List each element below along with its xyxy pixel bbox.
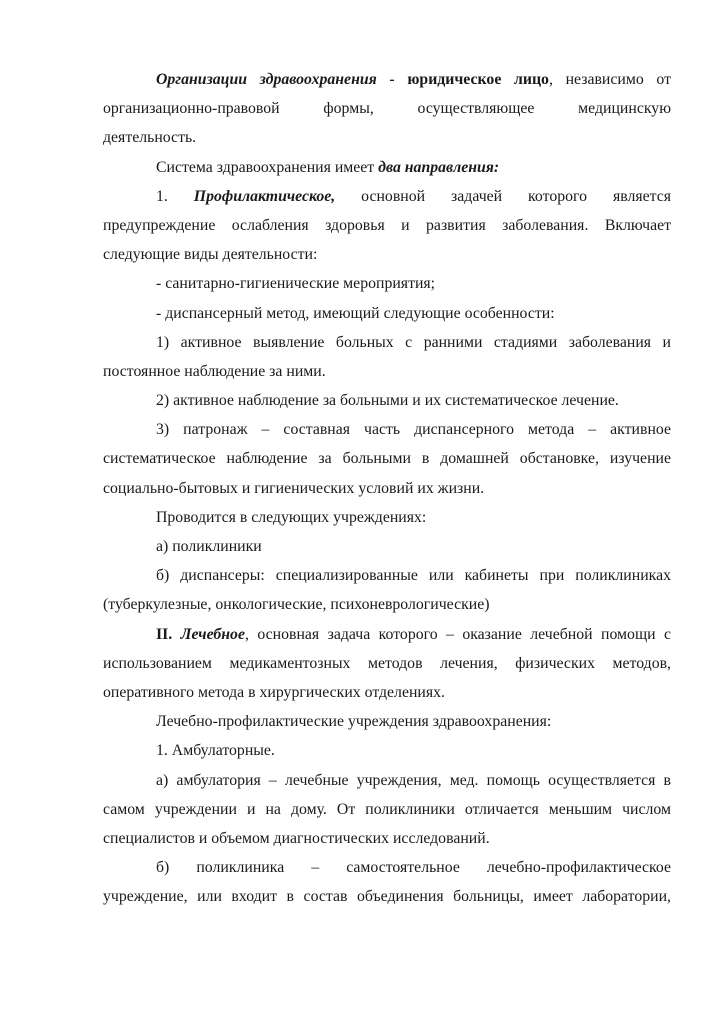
text-run: а) амбулатория – лечебные учреждения, мед. помощь осуществляется в	[156, 771, 671, 789]
emphasis-run: Профилактическое,	[193, 187, 336, 205]
text-line	[103, 649, 671, 678]
text-line	[103, 299, 671, 328]
text-run: следующие виды деятельности:	[103, 246, 318, 264]
text-line	[103, 182, 671, 211]
text-line	[103, 795, 671, 824]
text-line	[103, 474, 671, 503]
text-run: Система здравоохранения имеет	[156, 158, 379, 176]
emphasis-run: II.	[156, 625, 181, 643]
text-run: Лечебно-профилактические учреждения здравоохранения:	[156, 713, 552, 731]
text-run: б) диспансеры: специализированные или кабинеты при поликлиниках	[156, 567, 671, 585]
text-run: б) поликлиника – самостоятельное лечебно-профилактическое	[156, 859, 671, 877]
text-line	[103, 824, 671, 853]
text-line	[103, 328, 671, 357]
emphasis-run: Организации здравоохранения	[156, 71, 377, 88]
text-run: , независимо от	[548, 71, 671, 88]
text-run: организационно-правовой формы, осуществляющее медицинскую	[103, 100, 671, 118]
text-run: Проводится в следующих учреждениях:	[156, 508, 427, 526]
text-line	[103, 240, 671, 269]
text-line	[103, 211, 671, 240]
text-run: 1.	[156, 187, 194, 205]
text-line	[103, 766, 671, 795]
text-run: 1) активное выявление больных с ранними стадиями заболевания и	[156, 333, 671, 351]
text-run: деятельность.	[103, 129, 197, 147]
text-line	[103, 503, 671, 532]
text-line	[103, 590, 671, 619]
text-line	[103, 882, 671, 911]
emphasis-run: два направления:	[378, 158, 500, 176]
text-run: оперативного метода в хирургических отделениях.	[103, 683, 445, 701]
text-line	[103, 678, 671, 707]
emphasis-run: Лечебное	[180, 625, 245, 643]
text-run: учреждение, или входит в состав объединения больницы, имеет лаборатории,	[103, 888, 671, 906]
text-run: - санитарно-гигиенические мероприятия;	[156, 275, 436, 293]
text-run: использованием медикаментозных методов лечения, физических методов,	[103, 654, 671, 672]
text-run: , основная задача которого – оказание лечебной помощи с	[244, 625, 671, 643]
emphasis-run: - юридическое лицо	[376, 71, 549, 88]
text-line	[103, 853, 671, 882]
text-line	[103, 620, 671, 649]
text-line	[103, 65, 671, 94]
text-line	[103, 153, 671, 182]
document-page	[103, 65, 671, 911]
text-run: систематическое наблюдение за больными в домашней обстановке, изучение	[103, 450, 671, 468]
text-line	[103, 532, 671, 561]
text-line	[103, 123, 671, 152]
text-line	[103, 386, 671, 415]
text-line	[103, 415, 671, 444]
text-line	[103, 269, 671, 298]
text-run: специалистов и объемом диагностических исследований.	[103, 829, 490, 847]
text-run: 3) патронаж – составная часть диспансерного метода – активное	[156, 421, 671, 439]
text-run: (туберкулезные, онкологические, психоневрологические)	[103, 596, 490, 614]
text-line	[103, 707, 671, 736]
text-run: 2) активное наблюдение за больными и их систематическое лечение.	[156, 392, 619, 410]
text-run: 1. Амбулаторные.	[156, 742, 275, 760]
text-run: самом учреждении и на дому. От поликлиники отличается меньшим числом	[103, 800, 671, 818]
text-run: социально-бытовых и гигиенических условий их жизни.	[103, 479, 485, 497]
text-run: - диспансерный метод, имеющий следующие особенности:	[156, 304, 555, 322]
text-line	[103, 736, 671, 765]
text-run: предупреждение ослабления здоровья и развития заболевания. Включает	[103, 216, 671, 234]
text-line	[103, 357, 671, 386]
text-line	[103, 94, 671, 123]
text-run: постоянное наблюдение за ними.	[103, 362, 326, 380]
text-line	[103, 561, 671, 590]
text-run: основной задачей которого является	[335, 187, 671, 205]
text-run: а) поликлиники	[156, 538, 262, 555]
text-line	[103, 444, 671, 473]
